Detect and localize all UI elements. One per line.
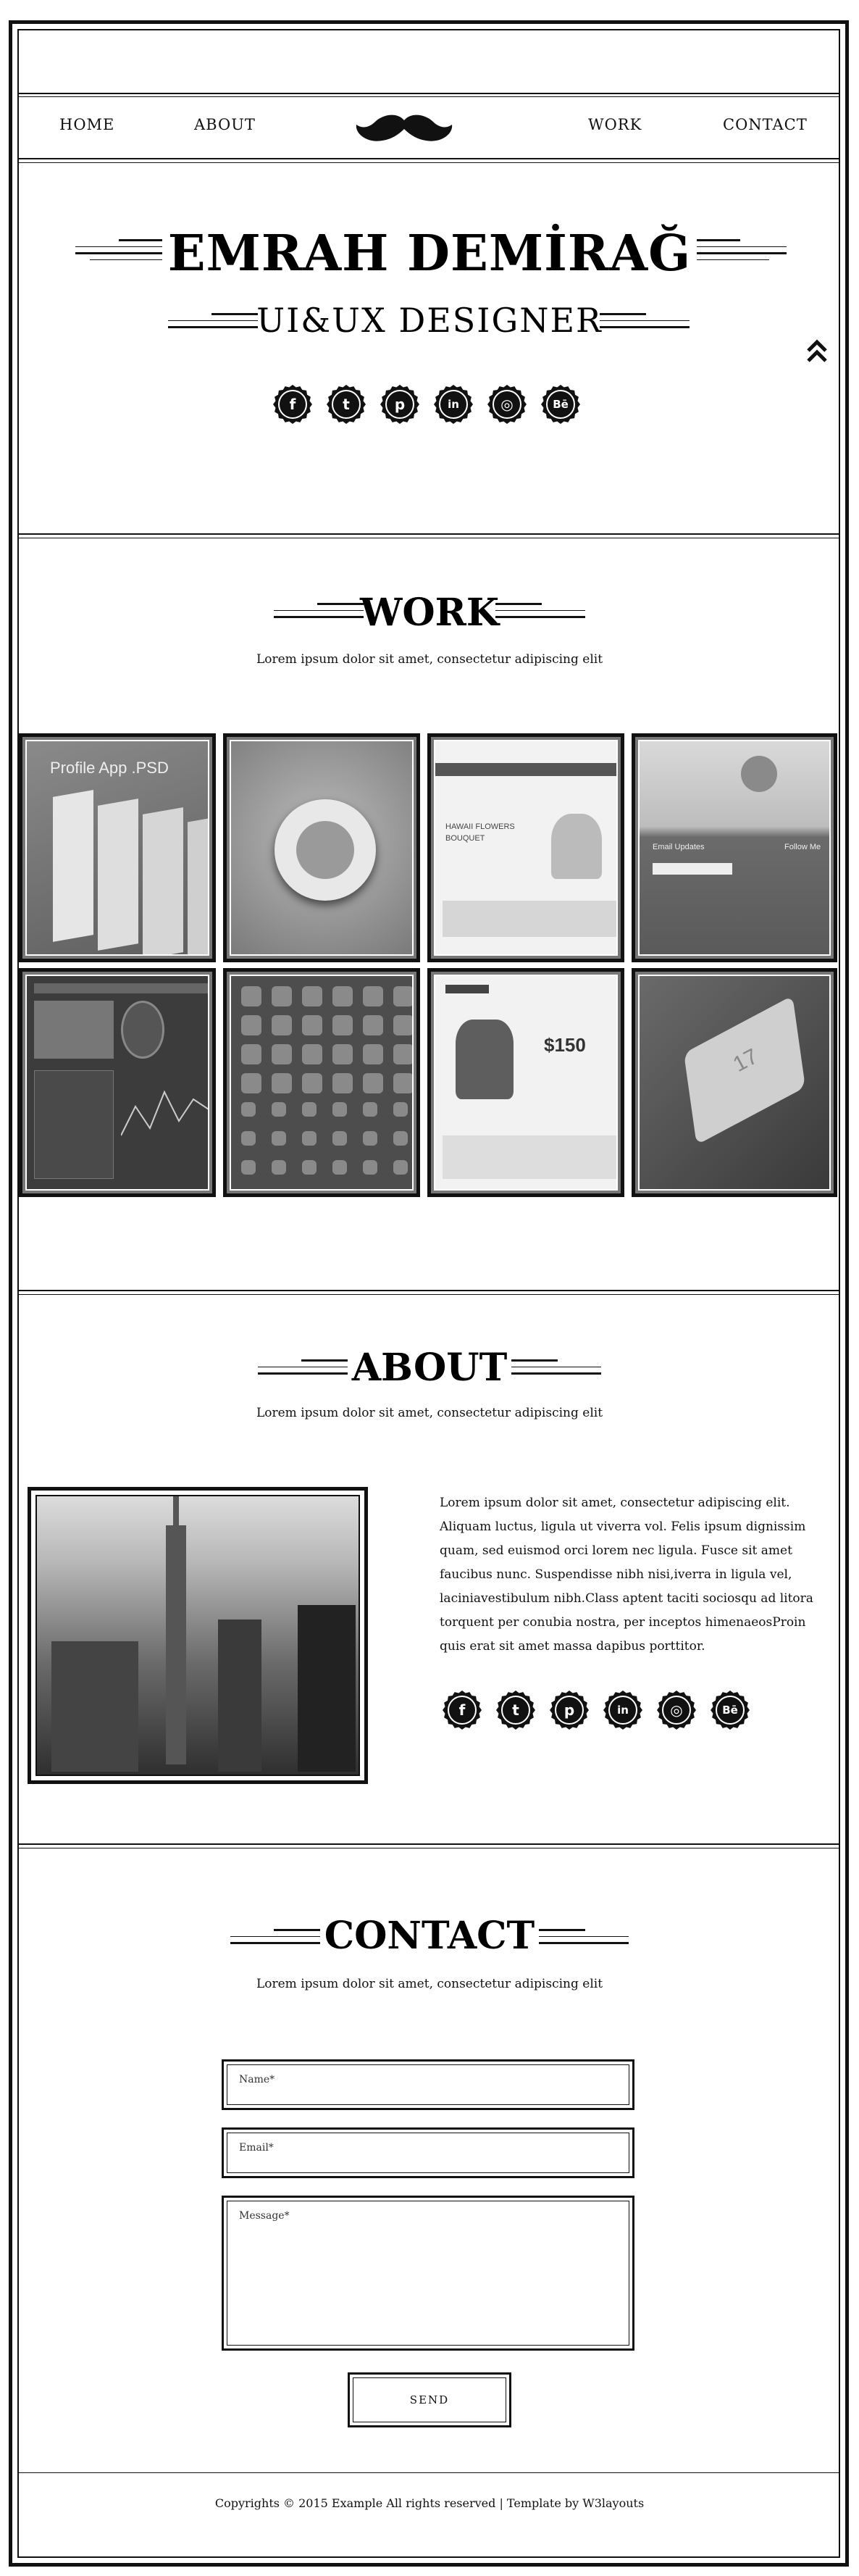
linkedin-glyph: in [448,398,459,411]
app-icon-tile [363,1015,383,1035]
app-icon-tile [302,1073,322,1093]
dash-photo [34,1001,114,1059]
app-icon-tile [302,1015,322,1035]
scroll-top-icon[interactable] [805,338,829,367]
work-title: WORK [359,591,500,635]
name-placeholder: Name* [227,2064,629,2105]
app-icon-tile [332,986,353,1006]
hero-social-icons [272,384,594,425]
app-icon-tile [272,1044,292,1064]
twitter-glyph: t [512,1701,519,1719]
shop-logo [445,985,489,993]
facebook-icon[interactable] [272,384,313,425]
twitter-glyph: t [343,396,350,413]
email-placeholder: Email* [227,2133,629,2173]
card-4 [188,817,209,956]
thumb-flowers-text: HAWAII FLOWERS BOUQUET [445,822,515,843]
card-1 [53,790,93,942]
dash-top-bar [34,983,208,993]
app-icon-tile [363,986,383,1006]
app-icon-tile [241,1131,256,1146]
app-icon-tile [272,1102,286,1117]
app-icon-tile [363,1044,383,1064]
email-input [653,863,732,875]
pinterest-icon[interactable] [380,384,420,425]
app-icon-tile [272,1131,286,1146]
app-icon-tile [332,1131,347,1146]
app-icon-tile [272,986,292,1006]
tree [741,756,777,792]
facebook-icon[interactable] [442,1690,482,1730]
work-thumb-flowers[interactable] [427,733,624,962]
dribbble-glyph: ◎ [670,1701,683,1719]
work-deco-right [495,603,585,623]
work-thumb-plate[interactable] [223,733,420,962]
hoodie [456,1020,514,1099]
nav-work[interactable]: WORK [588,116,642,133]
app-icon-tile [393,1102,408,1117]
divider-work-top [17,533,840,535]
tower-left [51,1641,138,1772]
nav-about[interactable]: ABOUT [194,116,256,133]
app-icon-tile [393,1160,408,1175]
pinterest-glyph: p [563,1701,575,1719]
linkedin-icon[interactable] [603,1690,643,1730]
email-field[interactable] [222,2127,634,2178]
app-icon-tile [393,1073,414,1093]
app-icon-tile [241,1015,261,1035]
app-icon-tile [241,1102,256,1117]
linkedin-glyph: in [617,1704,629,1717]
about-social-icons [442,1690,763,1730]
app-icon-tile [272,1073,292,1093]
hero-role: UI&UX DESIGNER [256,301,603,340]
app-icon-tile [272,1160,286,1175]
pinterest-glyph: p [394,396,406,413]
app-icon-tile [393,1015,414,1035]
app-icon-tile [363,1160,377,1175]
thumb-follow-me: Follow Me [784,843,821,851]
app-icon-tile [241,986,261,1006]
behance-glyph: Bē [722,1704,738,1717]
thumb-phone-num: 17 [729,1044,762,1077]
app-icon-tile [332,1102,347,1117]
app-icon-tile [363,1131,377,1146]
dash-calendar [34,1070,114,1179]
work-thumb-landscape[interactable] [632,733,837,962]
app-icon-tile [241,1160,256,1175]
app-icon-tile [302,1044,322,1064]
divider-contact-top [17,1843,840,1845]
app-icon-tile [302,986,322,1006]
nav-top-line-thin [17,96,840,97]
message-field[interactable] [222,2196,634,2351]
work-thumb-profile-app[interactable] [19,733,216,962]
send-label: SEND [353,2377,506,2422]
card-2 [98,799,138,951]
nav-bottom-line-thin [17,162,840,163]
app-icon-tile [241,1073,261,1093]
about-title: ABOUT [351,1346,508,1390]
twitter-icon[interactable] [495,1690,536,1730]
about-image [28,1487,368,1784]
work-thumb-shop[interactable] [427,968,624,1197]
app-icon-tile [302,1160,317,1175]
app-icon-tile [332,1073,353,1093]
dribbble-icon[interactable] [487,384,527,425]
site-nav-bar [435,763,616,776]
nav-bottom-line [17,158,840,159]
spire [173,1496,179,1533]
nav-top-line [17,93,840,94]
app-icon-tile [393,986,414,1006]
contact-title: CONTACT [324,1914,535,1958]
tower-right [298,1605,356,1772]
app-icon-tile [393,1131,408,1146]
app-icon-tile [272,1015,292,1035]
mustache-logo[interactable] [353,109,455,146]
contact-deco-right [539,1929,629,1949]
message-placeholder: Message* [227,2201,629,2346]
nav-contact[interactable]: CONTACT [723,116,808,133]
thumb-email-updates: Email Updates [653,843,705,851]
dribbble-glyph: ◎ [500,396,514,413]
thumb-price: $150 [544,1034,586,1056]
footer-copyright: Copyrights © 2015 Example All rights reserved | Template by W3layouts [214,2496,645,2510]
divider-about-top [17,1290,840,1291]
footer-line [17,2472,840,2473]
app-icon-tile [393,1044,414,1064]
app-icon-tile [332,1160,347,1175]
send-button[interactable] [348,2372,511,2427]
facebook-glyph: f [458,1701,466,1719]
behance-icon[interactable] [540,384,581,425]
app-icon-tile [302,1131,317,1146]
facebook-glyph: f [289,396,296,413]
products-row [443,901,618,937]
linkedin-icon[interactable] [433,384,474,425]
app-icon-tile [241,1044,261,1064]
app-icon-tile [332,1044,353,1064]
about-subtitle: Lorem ipsum dolor sit amet, consectetur adipiscing elit [256,1406,603,1420]
tower-mid [218,1620,261,1772]
behance-icon[interactable] [710,1690,750,1730]
about-deco-right [511,1359,601,1380]
dribbble-icon[interactable] [656,1690,697,1730]
work-thumb-dashboard[interactable] [19,968,216,1197]
thumb-profile-text: Profile App .PSD [50,759,169,777]
role-deco-right [600,313,690,333]
twitter-icon[interactable] [326,384,366,425]
behance-glyph: Bē [553,398,569,411]
nav-home[interactable]: HOME [59,116,115,133]
bouquet [551,814,602,879]
name-field[interactable] [222,2059,634,2110]
contact-subtitle: Lorem ipsum dolor sit amet, consectetur adipiscing elit [256,1977,603,1991]
hero-deco-right [697,239,787,265]
card-3 [143,807,183,956]
divider-about-top-thin [17,1294,840,1295]
plate-inner [296,821,354,879]
work-subtitle: Lorem ipsum dolor sit amet, consectetur adipiscing elit [256,652,603,667]
app-icon-tile [302,1102,317,1117]
dash-dial [121,1001,164,1059]
shop-products [443,1135,618,1179]
app-icon-tile [363,1073,383,1093]
app-icon-tile [332,1015,353,1035]
pinterest-icon[interactable] [549,1690,590,1730]
work-thumb-icon-set[interactable] [223,968,420,1197]
app-icon-tile [363,1102,377,1117]
work-thumb-phone[interactable] [632,968,837,1197]
skyscraper [166,1525,186,1764]
about-body: Lorem ipsum dolor sit amet, consectetur adipiscing elit. Aliquam luctus, ligula ut viverra vol. Felis ipsum dignissim quam, sed euismod orci lorem nec ligula. Fusce sit amet faucibus nunc. Suspendisse nibh nisi,iverra in ligula vel, laciniavestibulum nibh.Class aptent taciti sociosqu ad litora torquent per conubia nostra, per inceptos himenaeosProin quis erat sit amet massa dapibus porttitor. [440,1496,813,1654]
hero-name: EMRAH DEMİRAĞ [167,225,692,283]
dash-chart [121,1077,209,1150]
